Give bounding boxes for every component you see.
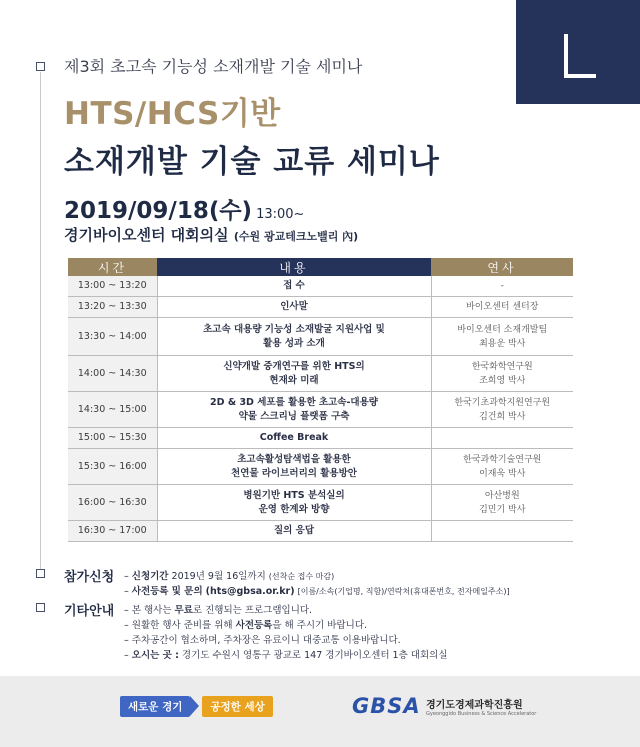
content-cell: 병원기반 HTS 분석실의 운영 한계와 방향 [157,485,431,521]
time-cell: 13:30 ~ 14:00 [68,318,157,356]
content-cell: 초고속 대용량 기능성 소재발굴 지원사업 및 활용 성과 소개 [157,318,431,356]
period-label: 신청기간 [131,571,169,582]
time-cell: 14:00 ~ 14:30 [68,356,157,392]
content-cell: 신약개발 중개연구를 위한 HTS의 현재와 미래 [157,356,431,392]
footer-bar [0,676,640,747]
registration-period: – 신청기간 2019년 9월 16일까지 (선착순 접수 마감) [124,571,335,582]
speaker-cell: 한국기초과학지원연구원 김건희 박사 [431,392,573,428]
schedule-row [68,392,573,428]
slogan-badge [120,696,273,716]
timeline-rule [40,72,41,572]
info-line-location: – 오시는 곳 : 경기도 수원시 영통구 광교로 147 경기바이오센터 1층 대회의실 [124,650,448,661]
info-text: 원활한 행사 준비를 위해 [131,620,236,631]
period-note: (선착순 접수 마감) [268,572,335,581]
start-time: 13:00~ [256,207,305,222]
schedule-row [68,428,573,449]
seminar-subtitle: 제3회 초고속 기능성 소재개발 기술 세미나 [64,57,363,76]
time-cell: 15:30 ~ 16:00 [68,449,157,485]
content-cell: 질의 응답 [157,521,431,542]
square-bullet-icon [36,62,45,71]
square-bullet-icon [36,603,45,612]
info-line-free: – 본 행사는 무료로 진행되는 프로그램입니다. [124,605,313,616]
square-bullet-icon [36,569,45,578]
schedule-row [68,521,573,542]
header-content: 내용 [157,258,431,276]
venue-name: 경기바이오센터 대회의실 [64,226,229,244]
schedule-row [68,356,573,392]
info-text: 주차공간이 협소하며, 주차장은 유료이니 대중교통 이용바랍니다. [131,635,401,646]
slogan-arrow-icon [190,696,199,716]
gbsa-logo: GBSA [352,694,421,718]
contact-note: [이름/소속(기업명, 직함)/연락처(휴대폰번호, 전자메일주소)] [297,587,510,596]
info-text: 경기도 수원시 영통구 광교로 147 경기바이오센터 1층 대회의실 [178,650,448,661]
org-subtitle: Gyeonggido Business & Science Accelerator [426,711,537,717]
info-emphasis: 오시는 곳 : [131,650,179,661]
info-text: 을 해 주시기 바랍니다. [272,620,368,631]
time-cell: 13:20 ~ 13:30 [68,297,157,318]
header-speaker: 연사 [431,258,573,276]
time-cell: 16:30 ~ 17:00 [68,521,157,542]
info-emphasis: 무료 [174,605,193,616]
content-cell: 접 수 [157,276,431,297]
speaker-cell: 아산병원 김민기 박사 [431,485,573,521]
content-cell: 초고속활성탐색법을 활용한 천연물 라이브러리의 활용방안 [157,449,431,485]
venue-note: (수원 광교테크노밸리 內) [233,230,359,243]
schedule-header-row [68,258,573,276]
schedule-row [68,276,573,297]
corner-l-shape [564,34,568,78]
schedule-table [68,258,573,542]
content-cell: 인사말 [157,297,431,318]
time-cell: 14:30 ~ 15:00 [68,392,157,428]
speaker-cell: 바이오센터 센터장 [431,297,573,318]
time-cell: 15:00 ~ 15:30 [68,428,157,449]
info-text: 본 행사는 [131,605,175,616]
title-line-2: 소재개발 기술 교류 세미나 [64,144,440,180]
speaker-cell: - [431,276,573,297]
speaker-cell: 한국화학연구원 조희영 박사 [431,356,573,392]
content-cell: Coffee Break [157,428,431,449]
content-cell: 2D & 3D 세포를 활용한 초고속-대용량 약물 스크리닝 플랫폼 구축 [157,392,431,428]
header-time: 시간 [68,258,157,276]
registration-contact: – 사전등록 및 문의 (hts@gbsa.or.kr) [이름/소속(기업명, 직함)/연락처(휴대폰번호, 전자메일주소)] [124,586,510,597]
corner-l-shape-base [564,74,596,78]
speaker-cell [431,521,573,542]
slogan-right: 공정한 세상 [202,696,272,717]
contact-email[interactable]: (hts@gbsa.or.kr) [205,586,295,597]
info-label: 기타안내 [64,604,115,619]
info-text: 로 진행되는 프로그램입니다. [192,605,313,616]
speaker-cell: 한국과학기술연구원 이재욱 박사 [431,449,573,485]
schedule-row [68,485,573,521]
speaker-cell [431,428,573,449]
time-cell: 16:00 ~ 16:30 [68,485,157,521]
info-line-parking: – 주차공간이 협소하며, 주차장은 유료이니 대중교통 이용바랍니다. [124,635,401,646]
time-cell: 13:00 ~ 13:20 [68,276,157,297]
info-line-register: – 원활한 행사 준비를 위해 사전등록을 해 주시기 바랍니다. [124,620,368,631]
schedule-row [68,318,573,356]
schedule-row [68,297,573,318]
slogan-left: 새로운 경기 [120,696,190,717]
event-date [64,192,304,225]
event-venue [64,224,358,245]
schedule-row [68,449,573,485]
contact-label: 사전등록 및 문의 [131,586,203,597]
org-name: 경기도경제과학진흥원 [426,700,523,711]
title-line-1: HTS/HCS기반 [64,96,281,132]
speaker-cell: 바이오센터 소재개발팀 최용운 박사 [431,318,573,356]
weekday: (수) [208,198,253,224]
date-value: 2019/09/18 [64,198,209,224]
corner-logo-block [516,0,640,104]
period-text: 2019년 9월 16일까지 [171,571,266,582]
registration-label: 참가신청 [64,570,115,585]
info-emphasis: 사전등록 [235,620,273,631]
